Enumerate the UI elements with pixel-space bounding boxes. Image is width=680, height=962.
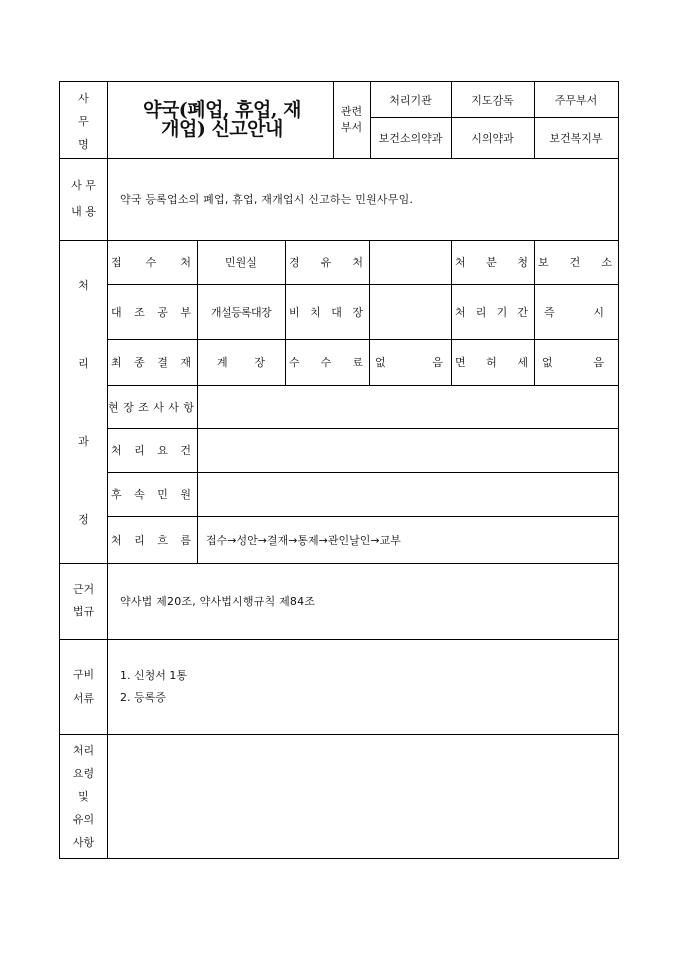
reception-value: 민원실 — [225, 256, 257, 269]
ledger-label: 대 조 공 부 — [111, 305, 191, 319]
fee-value: 없 음 — [375, 356, 443, 369]
follow-up-value — [199, 472, 618, 516]
register-value — [369, 284, 451, 339]
list-item: 1. 신청서 1통 — [120, 668, 187, 682]
notes-label: 처리 요령 및 유의 사항 — [72, 743, 95, 849]
dept-value-supervision: 시의약과 — [471, 131, 514, 145]
follow-up-label: 후 속 민 원 — [111, 488, 191, 501]
legal-basis-label: 근거 법규 — [72, 583, 95, 618]
register-label: 비 치 대 장 — [289, 305, 363, 319]
business-content-label: 사 무 내 용 — [71, 179, 96, 218]
form-table — [59, 81, 619, 859]
reception-label: 접 수 처 — [111, 256, 191, 269]
required-docs-list — [116, 639, 616, 734]
authority-value: 보 건 소 — [538, 256, 612, 269]
period-value: 즉 시 — [544, 305, 604, 319]
inspection-label: 현 장 조 사 사 항 — [108, 400, 194, 414]
license-tax-value: 없 음 — [542, 356, 604, 369]
required-docs-label: 구비 서류 — [72, 667, 95, 705]
process-label: 처 리 과 정 — [78, 279, 89, 526]
related-dept-label: 관련 부서 — [340, 105, 363, 134]
dept-header-processing: 처리기관 — [389, 93, 432, 107]
business-name-label: 사 무 명 — [78, 92, 89, 151]
approval-label: 최 종 결 재 — [111, 356, 191, 369]
flow-value: 접수→성안→결재→통제→관인날인→교부 — [206, 533, 401, 547]
business-content-text: 약국 등록업소의 폐업, 휴업, 재개업시 신고하는 민원사무임. — [120, 193, 414, 206]
fee-label: 수 수 료 — [289, 356, 363, 369]
via-label: 경 유 처 — [289, 256, 363, 269]
via-value — [369, 240, 451, 284]
period-label: 처 리 기 간 — [455, 305, 528, 319]
flow-label: 처 리 흐 름 — [111, 533, 191, 547]
requirements-label: 처 리 요 건 — [111, 444, 191, 457]
ledger-value: 개설등록대장 — [210, 305, 272, 319]
list-item: 2. 등록증 — [120, 690, 166, 704]
notes-content — [116, 734, 616, 858]
dept-header-supervision: 지도감독 — [471, 93, 514, 107]
page-title: 약국(폐업, 휴업, 재개업) 신고안내 — [143, 99, 301, 140]
requirements-value — [199, 428, 618, 472]
authority-label: 처 분 청 — [455, 256, 528, 269]
license-tax-label: 면 허 세 — [455, 356, 528, 369]
legal-basis-text: 약사법 제20조, 약사법시행규칙 제84조 — [120, 595, 316, 608]
dept-value-main: 보건복지부 — [549, 131, 603, 145]
inspection-value — [199, 385, 618, 428]
dept-value-processing: 보건소의약과 — [378, 131, 443, 145]
approval-value: 계 장 — [217, 356, 265, 369]
dept-header-main: 주무부서 — [554, 93, 598, 107]
